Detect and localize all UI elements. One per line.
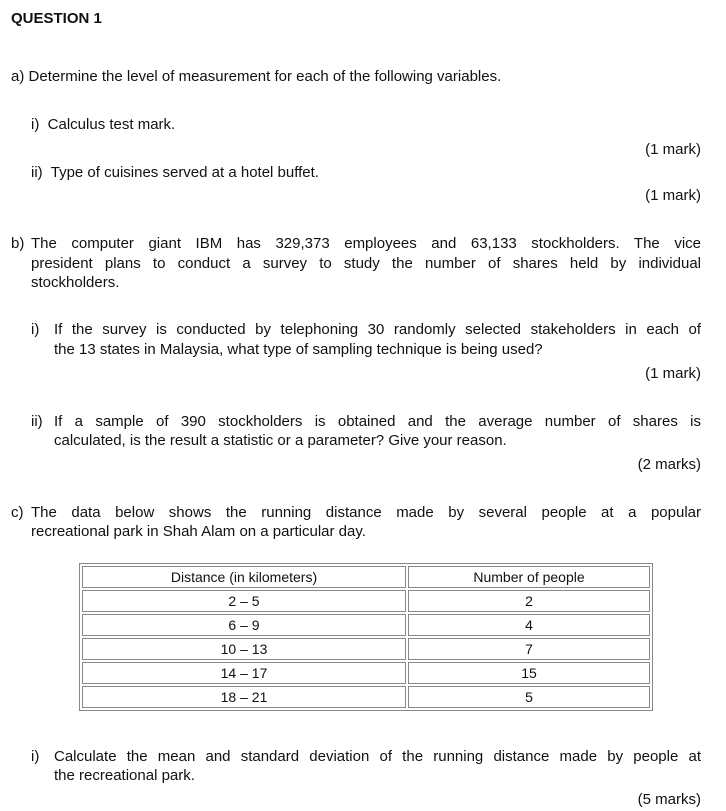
part-c-item-i-line: the recreational park. [54, 767, 195, 784]
item-number: ii) [31, 413, 43, 430]
table-cell: 5 [408, 686, 650, 708]
table-row [82, 590, 650, 612]
part-c-line: The data below shows the running distance made by several people at a popular [31, 504, 701, 521]
marks-label: (5 marks) [637, 791, 701, 808]
item-number: i) [31, 321, 40, 338]
table-cell: 18 – 21 [82, 686, 406, 708]
table-header: Number of people [408, 566, 650, 588]
marks-label: (1 mark) [645, 141, 701, 158]
table-cell: 4 [408, 614, 650, 636]
part-a-text: Determine the level of measurement for each of the following variables. [28, 68, 502, 85]
part-a-item-ii [31, 164, 319, 181]
part-b-item-ii-line: If a sample of 390 stockholders is obtained and the average number of shares is [54, 413, 701, 430]
item-text: Type of cuisines served at a hotel buffet. [50, 164, 319, 181]
part-a-item-i [31, 116, 175, 133]
part-b-label: b) [11, 235, 25, 252]
part-c-item-i-line: Calculate the mean and standard deviation of the running distance made by people at [54, 748, 701, 765]
table-cell: 2 [408, 590, 650, 612]
item-number: ii) [31, 164, 43, 181]
marks-label: (1 mark) [645, 187, 701, 204]
table-row [82, 614, 650, 636]
table-cell: 14 – 17 [82, 662, 406, 684]
question-title: QUESTION 1 [11, 10, 102, 27]
table-row [82, 686, 650, 708]
distance-table [79, 563, 653, 711]
part-b-item-i-line: If the survey is conducted by telephoning 30 randomly selected stakeholders in each of [54, 321, 701, 338]
table-cell: 2 – 5 [82, 590, 406, 612]
table-header-row [82, 566, 650, 588]
table-cell: 6 – 9 [82, 614, 406, 636]
table-cell: 7 [408, 638, 650, 660]
item-number: i) [31, 748, 40, 765]
part-b-item-i-line: the 13 states in Malaysia, what type of sampling technique is being used? [54, 341, 543, 358]
item-number: i) [31, 116, 40, 133]
part-b-item-ii-line: calculated, is the result a statistic or a parameter? Give your reason. [54, 432, 507, 449]
table-header: Distance (in kilometers) [82, 566, 406, 588]
part-b-line: president plans to conduct a survey to study the number of shares held by individual [31, 255, 701, 272]
part-c-line: recreational park in Shah Alam on a particular day. [31, 523, 366, 540]
table-cell: 10 – 13 [82, 638, 406, 660]
item-text: Calculus test mark. [47, 116, 176, 133]
part-b-line: stockholders. [31, 274, 120, 291]
marks-label: (2 marks) [637, 456, 701, 473]
table-row [82, 662, 650, 684]
marks-label: (1 mark) [645, 365, 701, 382]
part-b-line: The computer giant IBM has 329,373 employees and 63,133 stockholders. The vice [31, 235, 701, 252]
part-a-label: a) [11, 68, 25, 85]
part-a-question [11, 68, 501, 85]
part-c-label: c) [11, 504, 24, 521]
table-row [82, 638, 650, 660]
table-cell: 15 [408, 662, 650, 684]
